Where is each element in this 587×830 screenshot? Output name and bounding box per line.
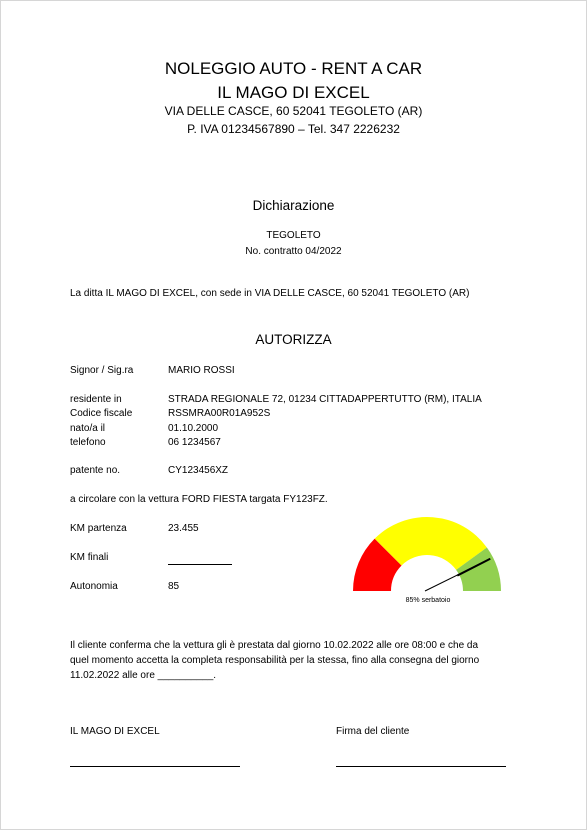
terms-line-3: 11.02.2022 alle ore __________. [70,670,217,681]
tax-code-value: RSSMRA00R01A952S [168,408,271,419]
intro-sentence: La ditta IL MAGO DI EXCEL, con sede in VIA DELLE CASCE, 60 52041 TEGOLETO (AR) [70,288,470,299]
license-value: CY123456XZ [168,465,229,476]
client-signature-line [336,766,506,767]
km-start-label: KM partenza [70,523,127,534]
terms-line-2: quel momento accetta la completa responsabilità per la stessa, fino alla consegna del giorno [70,655,480,666]
license-label: patente no. [70,465,121,476]
vehicle-sentence: a circolare con la vettura FORD FIESTA targata FY123FZ. [70,494,328,505]
company-vat-phone: P. IVA 01234567890 – Tel. 347 2226232 [187,122,400,136]
birth-date-value: 01.10.2000 [168,423,219,434]
autonomy-label: Autonomia [70,581,118,592]
fuel-gauge [343,515,513,605]
phone-value: 06 1234567 [168,437,221,448]
client-signature-label: Firma del cliente [336,726,410,737]
name-value: MARIO ROSSI [168,365,235,376]
authorize-heading: AUTORIZZA [255,332,332,347]
company-address: VIA DELLE CASCE, 60 52041 TEGOLETO (AR) [164,104,423,118]
km-end-label: KM finali [70,552,109,563]
name-label: Signor / Sig.ra [70,365,134,376]
contract-number: No. contratto 04/2022 [245,246,342,257]
document-place: TEGOLETO [266,230,321,241]
gauge-caption: 85% serbatoio [405,597,451,604]
company-line-2: IL MAGO DI EXCEL [217,83,370,102]
km-start-value: 23.455 [168,523,199,534]
phone-label: telefono [70,437,106,448]
company-signature-label: IL MAGO DI EXCEL [70,726,160,737]
km-end-blank-line [168,564,232,565]
company-line-1: NOLEGGIO AUTO - RENT A CAR [164,59,423,78]
document-title: Dichiarazione [252,198,335,213]
terms-line-1: Il cliente conferma che la vettura gli è prestata dal giorno 10.02.2022 alle ore 08:00 e che da [70,640,479,651]
autonomy-value: 85 [168,581,180,592]
residence-label: residente in [70,394,122,405]
residence-value: STRADA REGIONALE 72, 01234 CITTADAPPERTUTTO (RM), ITALIA [168,394,482,405]
tax-code-label: Codice fiscale [70,408,133,419]
company-signature-line [70,766,240,767]
birth-date-label: nato/a il [70,423,106,434]
